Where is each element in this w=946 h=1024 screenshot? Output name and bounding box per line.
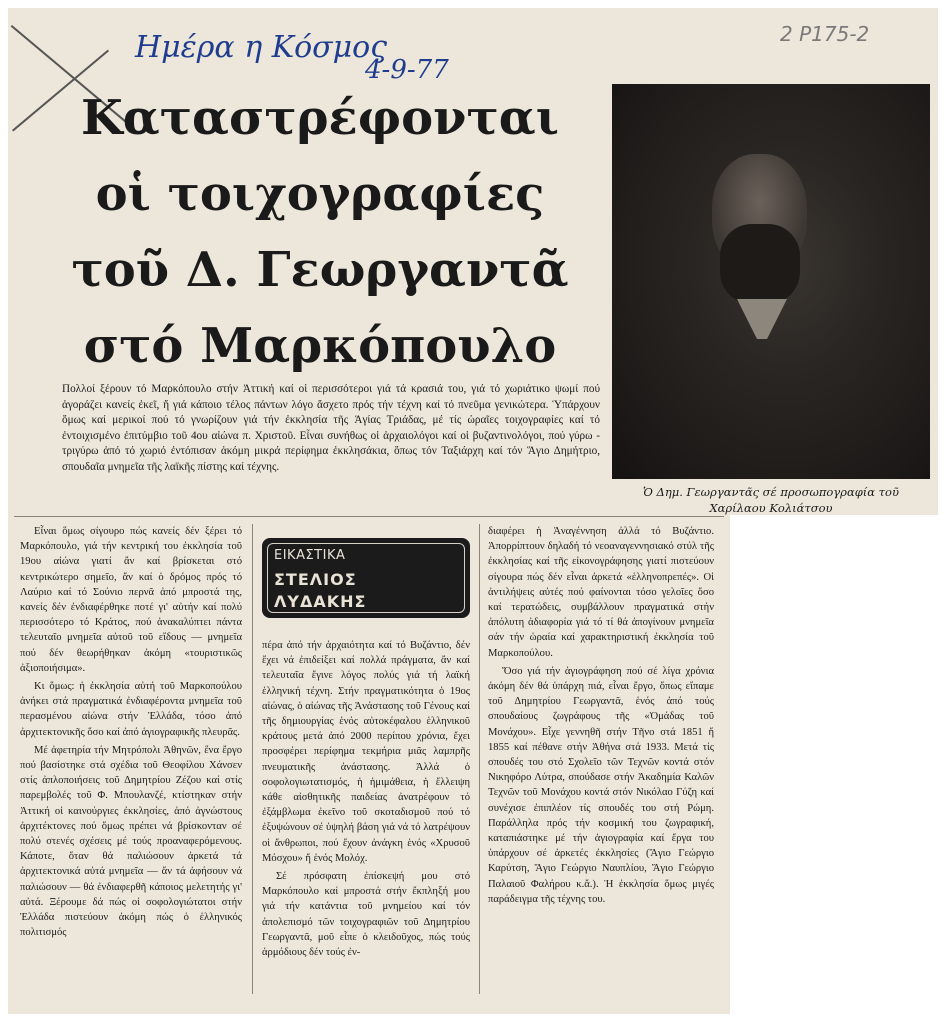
handwritten-date: 4-9-77	[365, 55, 449, 85]
article-paragraph: Ὅσο γιά τήν ἁγιογράφηση πού σέ λίγα χρόνια ἀκόμη δέν θά ὑπάρχη πιά, εἶναι ἔργο, ὅπως εἴπαμε τοῦ Δημητρίου Γεωργαντᾶ, ἑνός ἀπό τούς σπουδαίους ζωγράφους τῆς «Ὁμάδας τοῦ Μονάχου». Εἶχε γεννηθῆ στήν Τῆνο στά 1851 ἤ 1855 καί πέθανε στήν Ἀθήνα στά 1933. Μετά τίς σπουδές του στό Σχολεῖο τῶν Τεχνῶν κοντά στόν Νικηφόρο Λύτρα, σπούδασε στήν Ἀκαδημία Καλῶν Τεχνῶν τοῦ Μονάχου κοντά στόν Νικόλαο Γύζη καί συνέχισε ἐπιπλέον τίς σπουδές του στή Ρώμη. Παράλληλα πρός τήν κοσμική του ζωγραφική, καταπιάστηκε μέ τήν ἁγιογραφία καί ἔργα του ὑπάρχουν σέ ἀρκετές ἐκκλησίες (Ἅγιο Γεώργιο Καρύτση, Ἅγιο Γεώργιο Ναυπλίου, Ἅγιο Γεώργιο Παλαιοῦ Φαλήρου κ.ἄ.). Ἡ ἐκκλησία ὅμως μιγές παράδειγμα τῆς τέχνης του.	[488, 665, 714, 905]
article-paragraph: Μέ ἀφετηρία τήν Μητρόπολι Ἀθηνῶν, ἕνα ἔργο πού βασίστηκε στά σχέδια τοῦ Θεοφίλου Χάνσεν στίς ἀπλοποιήσεις τοῦ Δημητρίου Ζέζου καί στίς παρεμβολές τοῦ Φ. Μπουλανζέ, κτίστηκαν στήν Ἀττική οἱ καινούργιες ἐκκλησίες, ἀπό ἀγνώστους ἀρχιτέκτονες πού ὅμως πρέπει νά βρίσκονταν σέ πολύ στενές σχέσεις μέ τούς προαναφερόμενους. Κάποτε, ὅταν θά παλιώσουν ἀρκετά τά ἀρχιτεκτονικά αὐτά μνημεῖα — ἄν τά ἀφήσουν νά παλιώσουν — θά ἐνδιαφερθῆ κάποιος μελετητής γι' αὐτά. Ξέρουμε δά πώς οἱ σοφολογιώτατοι στήν Ἑλλάδα πιστεύουν ἀκόμη πώς ὁ ἑλληνικός πολιτισμός	[20, 744, 242, 939]
article-paragraph: Εἶναι ὅμως σίγουρο πώς κανείς δέν ξέρει τό Μαρκόπουλο, γιά τήν κεντρική του ἐκκλησία τοῦ 19ου αἰώνα γιατί ἄν καί βρίσκεται στό κεντρικώτερο σημεῖο, ἄν καί ὁ δρόμος πρός τό Λαύριο καί τό Σούνιο περνᾶ ἀπό μπροστά της, κανείς δέν ἐνδιαφέρθηκε ποτέ γι' αὐτήν καί πολύ περισσότερο τό Κράτος, πού ἀνακαλύπτει πάντα τελευταῖο μνημεῖα αὐτοῦ τοῦ εἴδους — μνημεῖα πού δέν θεωρήθηκαν ἀκόμη «τουριστικῶς ἀξιοποιήσιμα».	[20, 526, 242, 674]
article-paragraph: πέρα ἀπό τήν ἀρχαιότητα καί τό Βυζάντιο, δέν ἔχει νά ἐπιδείξει καί πολλά πράγματα, ἄν καί τελευταῖα ἔγινε λόγος πολύς γιά τή λαϊκή ἑλληνική τέχνη. Στήν πραγματικότητα ὁ 19ος αἰώνας, ὁ αἰώνας τῆς Ἀνάστασης τοῦ Γένους καί τῆς δημιουργίας ἑνός αὐτοκέφαλου ἑλληνικοῦ κράτους μετά ἀπό 2000 περίπου χρόνια, ἔχει προσφέρει περίφημα τεκμήρια μιᾶς λαμπρῆς πνευματικῆς ἀνάστασης. Ἀλλά ὁ σοφολογιωτατισμός, ἡ ἡμιμάθεια, ἡ ἔλλειψη κάθε αἰσθητικῆς παιδείας ἀνατρέφουν τό ἐξάμβλωμα ἐκεῖνο τοῦ σκοταδισμοῦ πού τό ἐξυψώνουν σέ ὑψηλή βάση γιά νά τό λατρέψουν οἱ ἄνθρωποι, πού ἔχουν ἀνάγκη ἑνός «Χρυσοῦ Μόσχου» ἤ ἑνός Μολόχ.	[262, 640, 470, 864]
column-divider	[479, 524, 480, 994]
headline-line: στό Μαρκόπουλο	[83, 318, 557, 374]
handwritten-source: Ημέρα η Κόσμος	[135, 30, 388, 65]
portrait-photo	[612, 84, 930, 479]
photo-caption-line: Ὁ Δημ. Γεωργαντᾶς σέ προσωπογραφία τοῦ	[643, 485, 899, 499]
photo-caption	[612, 484, 930, 516]
article-column-3	[488, 524, 714, 910]
article-paragraph: Σέ πρόσφατη ἐπίσκεψή μου στό Μαρκόπουλο καί μπροστά στήν ἔκπληξή μου γιά τήν κατάντια τοῦ μνημείου καί τόν ἀπολεπισμό τῶν τοιχογραφιῶν τοῦ Δημητρίου Γεωργαντᾶ, μοῦ εἶπε ὁ κλειδοῦχος, πώς τούς ἁρμόδιους δέν τούς ἐν-	[262, 871, 470, 959]
portrait-collar	[737, 299, 787, 339]
author-first-name: ΣΤΕΛΙΟΣ	[274, 570, 357, 589]
article-column-2	[262, 638, 470, 963]
column-section: ΕΙΚΑΣΤΙΚΑ	[274, 548, 346, 563]
lead-paragraph: Πολλοί ξέρουν τό Μαρκόπουλο στήν Ἀττική καί οἱ περισσότεροι γιά τά κρασιά του, γιά τό χωριάτικο ψωμί πού ἀγοράζει κανείς ἐκεῖ, ἤ γιά κάποιο τέλος πάντων λόγο ἄσχετο πρός τήν τέχνη καί τό πνεῦμα γενικώτερα. Ὑπάρχουν ὅμως καί μερικοί πού τό γνωρίζουν γιά τήν ἐκκλησία τῆς Ἁγίας Τριάδας, μέ τίς ὡραῖες τοιχογραφίες καί τό ἐντοιχισμένο ἐπιτύμβιο τοῦ 4ου αἰώνα π. Χριστοῦ. Εἶναι συνήθως οἱ ἀρχαιολόγοι καί οἱ βυζαντινολόγοι, πού γύρω - τριγύρω ἀπό τό χωριό ἐντόπισαν ἀκόμη μικρά περίφημα ἐκκλησάκια, ὅπως τόν Ταξιάρχη καί τόν Ἅγιο Δημήτριο, σπουδαῖα μνημεῖα τῆς λαϊκῆς πίστης καί τέχνης.	[62, 383, 600, 473]
column-divider	[252, 524, 253, 994]
photo-caption-line: Χαρίλαου Κολιάτσου	[709, 501, 833, 515]
column-divider	[14, 516, 724, 517]
column-badge	[262, 538, 470, 618]
article-paragraph: Κι ὅμως: ἡ ἐκκλησία αὐτή τοῦ Μαρκοπούλου ἀνήκει στά πραγματικά ἐνδιαφέροντα μνημεῖα τοῦ περασμένου αἰώνα στήν Ἑλλάδα, τόσο ἀπό ἀρχιτεκτονικῆς ὅσο καί ἀπό ἁγιογραφικῆς πλευρᾶς.	[20, 681, 242, 738]
article-paragraph: διαφέρει ἡ Ἀναγέννηση ἀλλά τό Βυζάντιο. Ἀπορρίπτουν δηλαδή τό νεοαναγεννησιακό στύλ τῆς ἐκκλησίας καί τῆς εἰκονογράφησης γιατί πιστεύουν σίγουρα πώς δέν εἶναι ἀρκετά «ἑλληνοπρεπές». Οἱ ἀντιλήψεις αὐτές πού φαίνονται τόσο γελοῖες ὅσο καί τερατώδεις, συμβάλλουν πραγματικά στήν ἀπόλυτη ἀδιαφορία γιά τό τί θά ἀπογίνουν μνημεῖα σάν τήν ὡραία καί χαρακτηριστική ἐκκλησία τοῦ Μαρκοπούλου.	[488, 526, 714, 659]
article-column-1	[20, 524, 242, 943]
headline-line: οἱ τοιχογραφίες	[95, 166, 545, 222]
reference-mark: 2 P175-2	[780, 22, 870, 46]
clipping-cut-edge	[730, 515, 946, 1024]
headline-line: τοῦ Δ. Γεωργαντᾶ	[71, 242, 569, 298]
portrait-beard	[720, 224, 800, 304]
author-last-name: ΛΥΔΑΚΗΣ	[274, 592, 367, 611]
headline	[40, 80, 600, 384]
headline-line: Καταστρέφονται	[81, 90, 559, 146]
